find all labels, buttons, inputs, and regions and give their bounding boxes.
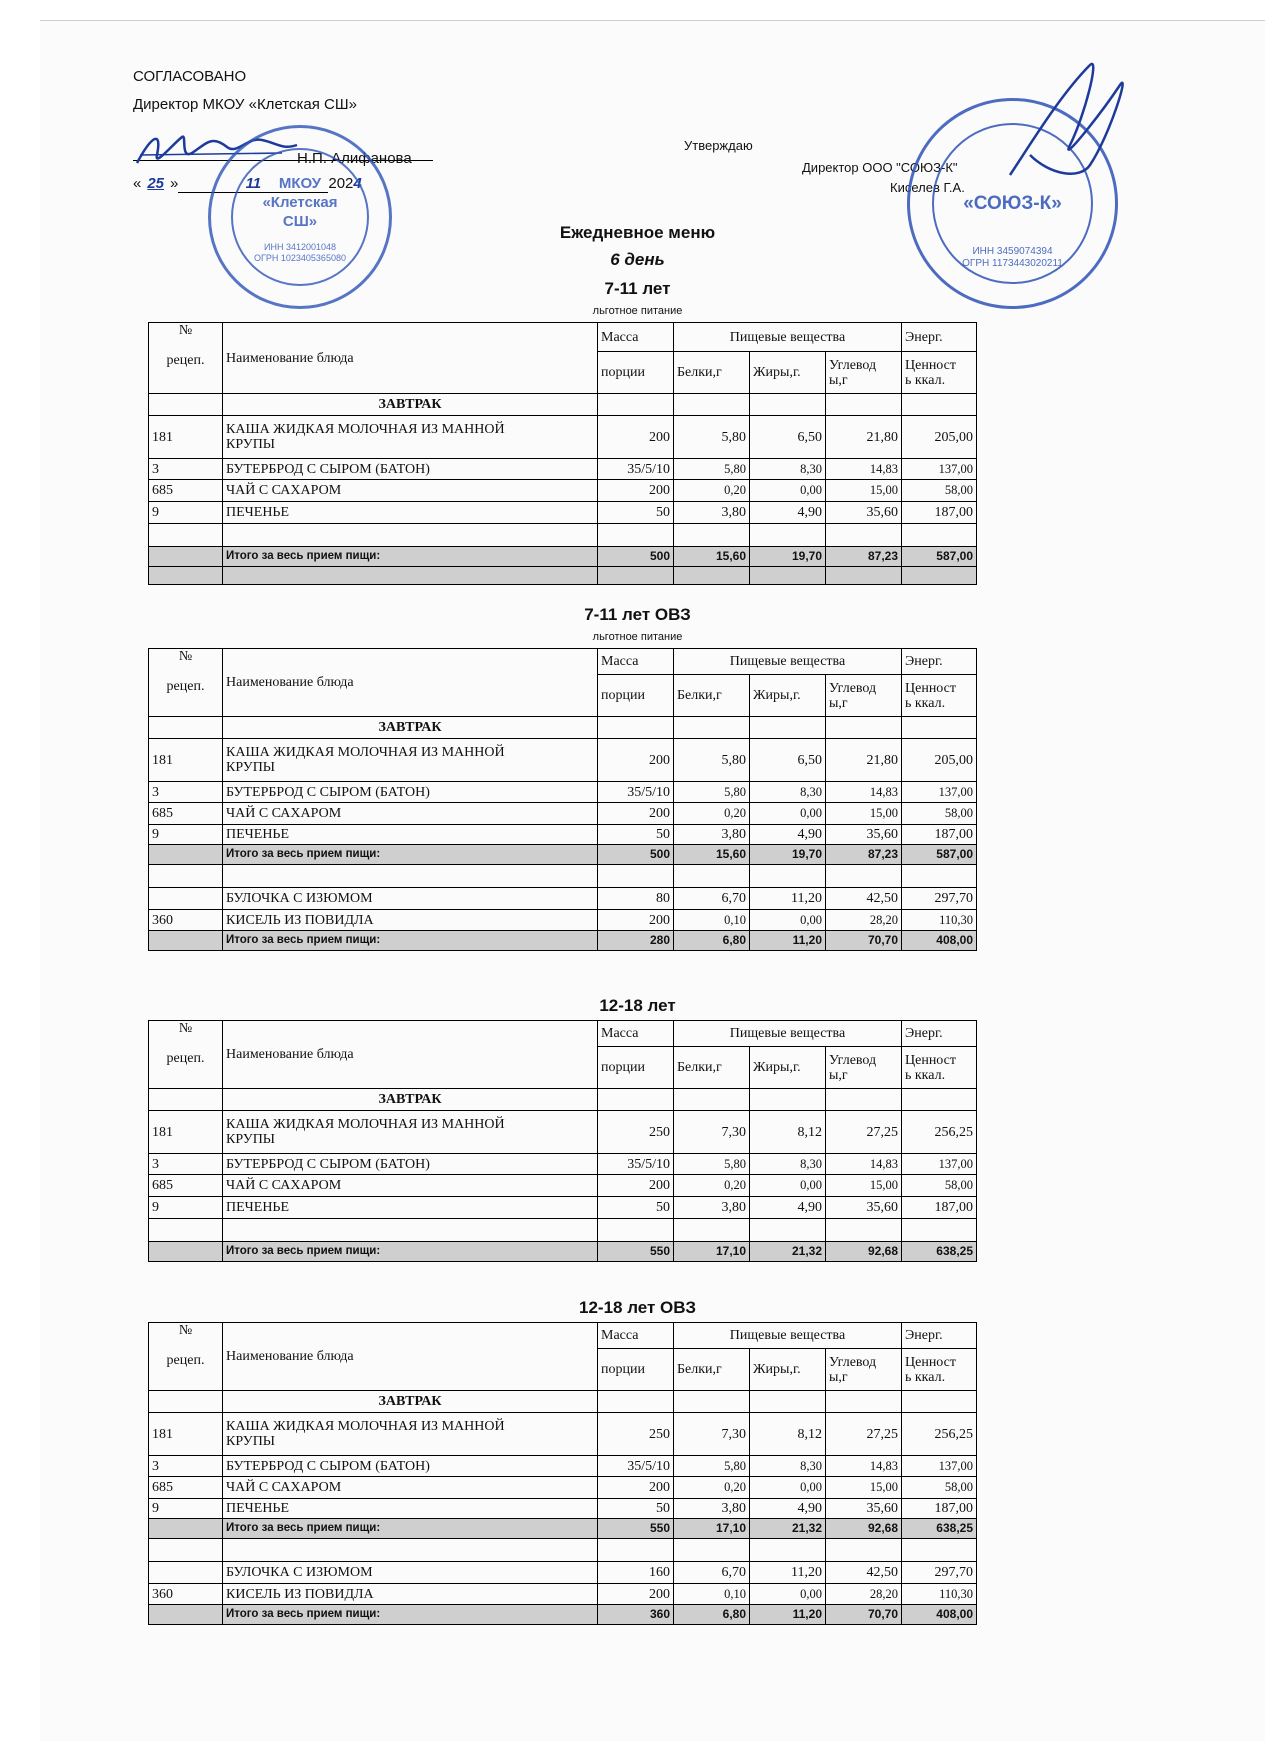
table-row: 360 КИСЕЛЬ ИЗ ПОВИДЛА 200 0,10 0,00 28,20 110,30: [149, 1584, 977, 1605]
date-day: 25: [147, 175, 165, 192]
table-row: 3 БУТЕРБРОД С СЫРОМ (БАТОН) 35/5/10 5,80 8,30 14,83 137,00: [149, 1154, 977, 1175]
date-prefix: «: [133, 175, 142, 192]
approve-label: Утверждаю: [684, 138, 753, 153]
table-row: 181 КАША ЖИДКАЯ МОЛОЧНАЯ ИЗ МАННОЙ КРУПЫ 200 5,80 6,50 21,80 205,00: [149, 416, 977, 459]
table-row: 9 ПЕЧЕНЬЕ 50 3,80 4,90 35,60 187,00: [149, 502, 977, 524]
col-mass-subheader: порции: [598, 1349, 674, 1391]
section-1-title: 7-11 лет: [604, 279, 671, 298]
col-carb-header: Углевод ы,г: [826, 675, 902, 717]
col-protein-header: Белки,г: [674, 1349, 750, 1391]
col-fat-header: Жиры,г.: [750, 352, 826, 394]
total-row: Итого за весь прием пищи: 500 15,60 19,70 87,23 587,00: [149, 547, 977, 567]
col-energy-subheader: Ценност ь ккал.: [902, 1047, 977, 1089]
date-year-suffix: 4: [353, 175, 362, 192]
school-stamp-inn: ИНН 3412001048: [263, 242, 337, 252]
col-nutrients-header: Пищевые вещества: [674, 1021, 902, 1047]
menu-table-2: [148, 648, 977, 951]
table-row: 181 КАША ЖИДКАЯ МОЛОЧНАЯ ИЗ МАННОЙ КРУПЫ 200 5,80 6,50 21,80 205,00: [149, 739, 977, 782]
school-signer-name: Н.П. Алифанова: [297, 150, 412, 167]
company-director-label: Директор ООО "СОЮЗ-К": [802, 160, 958, 175]
col-energy-header: Энерг.: [902, 323, 977, 352]
company-stamp-name: «СОЮЗ-К»: [963, 193, 1062, 214]
col-protein-header: Белки,г: [674, 1047, 750, 1089]
col-carb-header: Углевод ы,г: [826, 352, 902, 394]
col-energy-subheader: Ценност ь ккал.: [902, 352, 977, 394]
col-mass-subheader: порции: [598, 352, 674, 394]
col-fat-header: Жиры,г.: [750, 675, 826, 717]
document-title: Ежедневное меню: [559, 223, 716, 242]
agreed-label: СОГЛАСОВАНО: [133, 68, 247, 85]
table-row: 685 ЧАЙ С САХАРОМ 200 0,20 0,00 15,00 58,00: [149, 1477, 977, 1499]
menu-table-1: [148, 322, 977, 585]
table-row: 685 ЧАЙ С САХАРОМ 200 0,20 0,00 15,00 58,00: [149, 1175, 977, 1197]
table-row: 360 КИСЕЛЬ ИЗ ПОВИДЛА 200 0,10 0,00 28,20 110,30: [149, 910, 977, 931]
col-mass-header: Масса: [598, 1323, 674, 1349]
total-row: Итого за весь прием пищи: 550 17,10 21,32 92,68 638,25: [149, 1519, 977, 1539]
table-row: 9 ПЕЧЕНЬЕ 50 3,80 4,90 35,60 187,00: [149, 825, 977, 845]
school-stamp-line2: «Клетская: [262, 194, 338, 211]
col-energy-header: Энерг.: [902, 649, 977, 675]
date-year-prefix: 202: [328, 175, 354, 192]
meal-label: ЗАВТРАК: [223, 1391, 598, 1413]
section-3-title: 12-18 лет: [599, 996, 676, 1015]
section-2-title: 7-11 лет ОВЗ: [584, 605, 691, 624]
date-month: 11: [178, 175, 328, 193]
table-row: 3 БУТЕРБРОД С СЫРОМ (БАТОН) 35/5/10 5,80 8,30 14,83 137,00: [149, 782, 977, 803]
col-protein-header: Белки,г: [674, 352, 750, 394]
meal-label: ЗАВТРАК: [223, 394, 598, 416]
col-energy-header: Энерг.: [902, 1021, 977, 1047]
company-signature: [990, 55, 1140, 205]
col-num-header: № рецеп.: [149, 1323, 223, 1391]
col-fat-header: Жиры,г.: [750, 1349, 826, 1391]
col-num-header: № рецеп.: [149, 649, 223, 717]
col-mass-header: Масса: [598, 323, 674, 352]
col-num-header: № рецеп.: [149, 323, 223, 394]
table-row: 9 ПЕЧЕНЬЕ 50 3,80 4,90 35,60 187,00: [149, 1197, 977, 1219]
company-stamp-ogrn: ОГРН 1173443020211: [962, 258, 1063, 269]
col-name-header: Наименование блюда: [223, 1021, 598, 1089]
school-stamp-ogrn: ОГРН 1023405365080: [254, 253, 346, 263]
col-mass-subheader: порции: [598, 675, 674, 717]
company-stamp-inn: ИНН 3459074394: [972, 246, 1053, 257]
col-energy-header: Энерг.: [902, 1323, 977, 1349]
table-row: БУЛОЧКА С ИЗЮМОМ 80 6,70 11,20 42,50 297,70: [149, 888, 977, 910]
table-row: 9 ПЕЧЕНЬЕ 50 3,80 4,90 35,60 187,00: [149, 1499, 977, 1519]
table-row: БУЛОЧКА С ИЗЮМОМ 160 6,70 11,20 42,50 297,70: [149, 1562, 977, 1584]
date-mid: »: [170, 175, 179, 192]
total-row: Итого за весь прием пищи: 550 17,10 21,32 92,68 638,25: [149, 1242, 977, 1262]
col-nutrients-header: Пищевые вещества: [674, 323, 902, 352]
table-row: 181 КАША ЖИДКАЯ МОЛОЧНАЯ ИЗ МАННОЙ КРУПЫ 250 7,30 8,12 27,25 256,25: [149, 1111, 977, 1154]
section-2-note: льготное питание: [592, 631, 683, 643]
meal-label: ЗАВТРАК: [223, 1089, 598, 1111]
col-mass-header: Масса: [598, 1021, 674, 1047]
menu-table-3: [148, 1020, 977, 1262]
company-signer-name: Киселев Г.А.: [890, 180, 965, 195]
table-row: 685 ЧАЙ С САХАРОМ 200 0,20 0,00 15,00 58,00: [149, 480, 977, 502]
section-1-note: льготное питание: [592, 305, 683, 317]
meal-label: ЗАВТРАК: [223, 717, 598, 739]
menu-table-4: [148, 1322, 977, 1625]
col-name-header: Наименование блюда: [223, 649, 598, 717]
col-mass-header: Масса: [598, 649, 674, 675]
col-energy-subheader: Ценност ь ккал.: [902, 675, 977, 717]
total-row: Итого за весь прием пищи: 280 6,80 11,20 70,70 408,00: [149, 931, 977, 951]
school-stamp-line1: МКОУ: [278, 175, 322, 192]
col-carb-header: Углевод ы,г: [826, 1349, 902, 1391]
col-name-header: Наименование блюда: [223, 323, 598, 394]
school-stamp-line3: СШ»: [282, 213, 318, 230]
col-energy-subheader: Ценност ь ккал.: [902, 1349, 977, 1391]
col-nutrients-header: Пищевые вещества: [674, 649, 902, 675]
section-4-title: 12-18 лет ОВЗ: [579, 1298, 696, 1317]
col-mass-subheader: порции: [598, 1047, 674, 1089]
table-row: 3 БУТЕРБРОД С СЫРОМ (БАТОН) 35/5/10 5,80 8,30 14,83 137,00: [149, 1456, 977, 1477]
table-row: 3 БУТЕРБРОД С СЫРОМ (БАТОН) 35/5/10 5,80 8,30 14,83 137,00: [149, 459, 977, 480]
school-director-label: Директор МКОУ «Клетская СШ»: [133, 96, 357, 113]
total-row: Итого за весь прием пищи: 360 6,80 11,20 70,70 408,00: [149, 1605, 977, 1625]
table-row: 181 КАША ЖИДКАЯ МОЛОЧНАЯ ИЗ МАННОЙ КРУПЫ 250 7,30 8,12 27,25 256,25: [149, 1413, 977, 1456]
total-row: Итого за весь прием пищи: 500 15,60 19,70 87,23 587,00: [149, 845, 977, 865]
col-fat-header: Жиры,г.: [750, 1047, 826, 1089]
col-num-header: № рецеп.: [149, 1021, 223, 1089]
col-carb-header: Углевод ы,г: [826, 1047, 902, 1089]
col-name-header: Наименование блюда: [223, 1323, 598, 1391]
day-label: 6 день: [610, 250, 665, 269]
col-protein-header: Белки,г: [674, 675, 750, 717]
col-nutrients-header: Пищевые вещества: [674, 1323, 902, 1349]
table-row: 685 ЧАЙ С САХАРОМ 200 0,20 0,00 15,00 58,00: [149, 803, 977, 825]
